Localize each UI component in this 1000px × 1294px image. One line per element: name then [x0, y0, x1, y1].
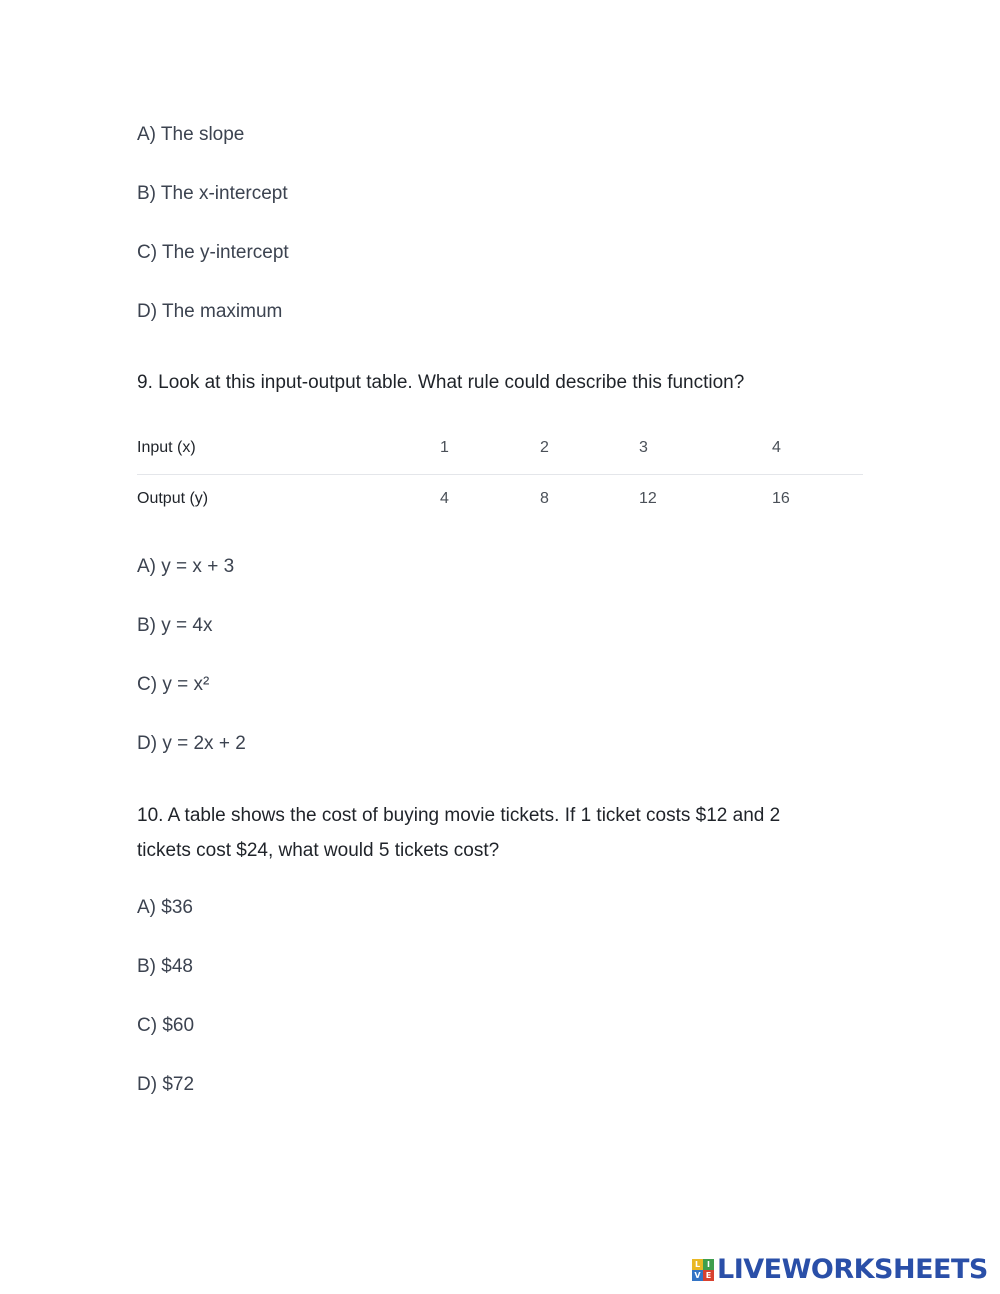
logo-mark-v: V: [692, 1270, 703, 1281]
q9-option-d[interactable]: D) y = 2x + 2: [137, 733, 246, 754]
q9-option-c[interactable]: C) y = x²: [137, 674, 210, 695]
logo-mark-icon: [692, 1259, 714, 1281]
prev-option-d[interactable]: D) The maximum: [137, 301, 283, 322]
logo-mark-l: L: [692, 1259, 703, 1270]
input-cell: 4: [772, 439, 781, 456]
q10-option-b[interactable]: B) $48: [137, 956, 193, 977]
output-cell: 12: [639, 490, 657, 507]
input-cell: 3: [639, 439, 648, 456]
logo-text: LIVEWORKSHEETS: [717, 1254, 988, 1285]
prev-option-c[interactable]: C) The y-intercept: [137, 242, 289, 263]
input-label: Input (x): [137, 439, 196, 456]
input-cell: 1: [440, 439, 449, 456]
prev-option-b[interactable]: B) The x-intercept: [137, 183, 288, 204]
q10-option-d[interactable]: D) $72: [137, 1074, 195, 1095]
table-row-input: [137, 424, 863, 475]
question-10-line-1: 10. A table shows the cost of buying movie tickets. If 1 ticket costs $12 and 2: [137, 805, 781, 826]
input-output-table: [137, 424, 863, 525]
question-9-text: 9. Look at this input-output table. What rule could describe this function?: [137, 372, 745, 393]
output-label: Output (y): [137, 490, 209, 507]
logo-mark-i: I: [703, 1259, 714, 1270]
question-10-line-2: tickets cost $24, what would 5 tickets cost?: [137, 840, 500, 861]
output-cell: 8: [540, 490, 549, 507]
table-row-output: [137, 475, 863, 525]
output-cell: 16: [772, 490, 790, 507]
input-cell: 2: [540, 439, 549, 456]
output-cell: 4: [440, 490, 449, 507]
q9-option-a[interactable]: A) y = x + 3: [137, 556, 235, 577]
prev-option-a[interactable]: A) The slope: [137, 124, 245, 145]
logo-mark-e: E: [703, 1270, 714, 1281]
q9-option-b[interactable]: B) y = 4x: [137, 615, 213, 636]
question-10-text: [137, 798, 837, 868]
liveworksheets-logo[interactable]: [692, 1255, 988, 1285]
q10-option-c[interactable]: C) $60: [137, 1015, 195, 1036]
q10-option-a[interactable]: A) $36: [137, 897, 193, 918]
